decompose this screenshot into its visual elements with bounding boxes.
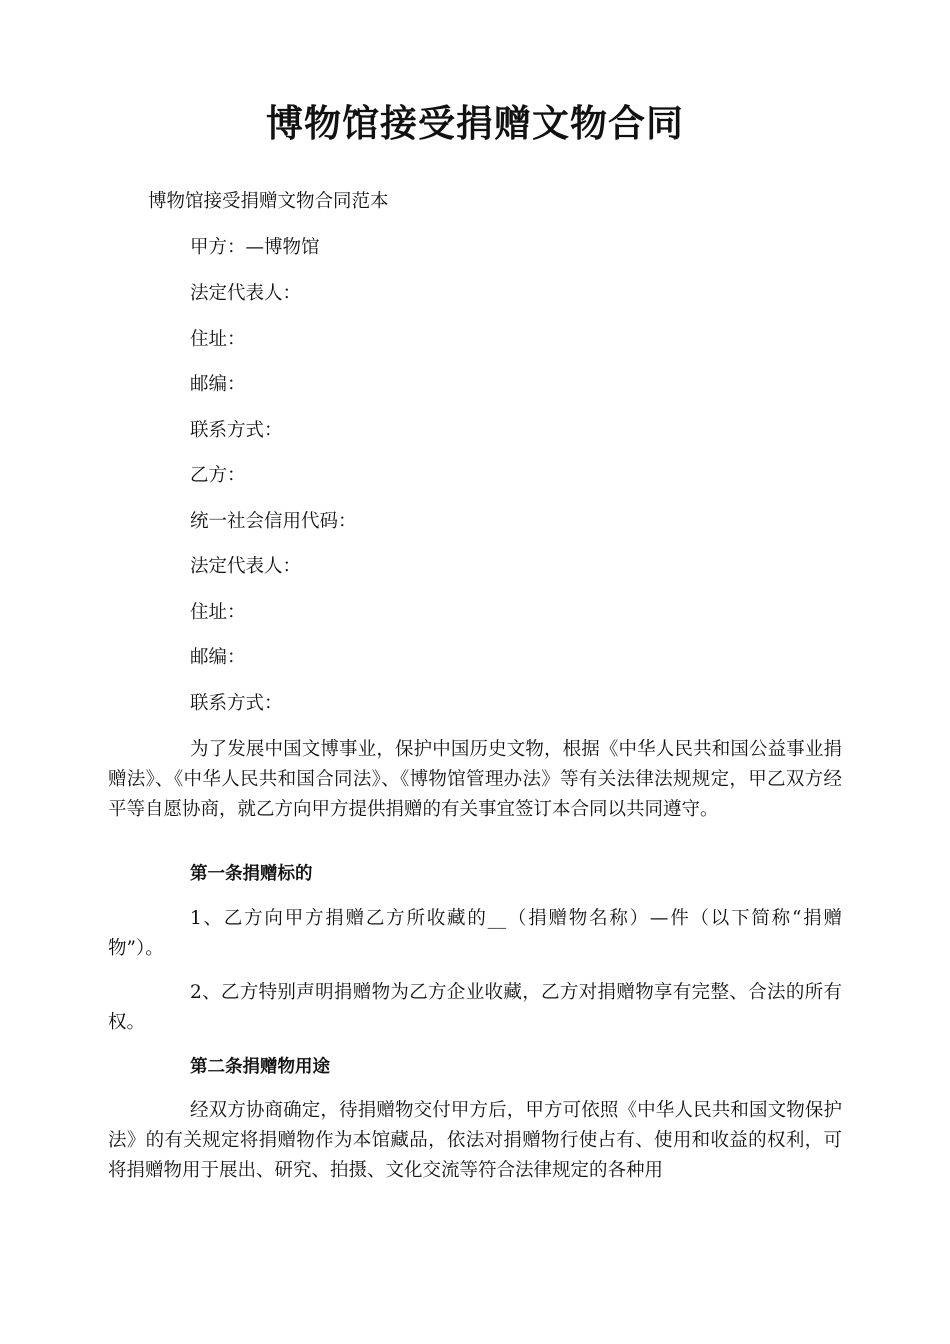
preamble-paragraph: 为了发展中国文博事业，保护中国历史文物，根据《中华人民共和国公益事业捐赠法》、《中华人民共和国合同法》、《博物馆管理办法》等有关法律法规规定，甲乙双方经平等自愿协商，就乙方向甲方提供捐赠的有关事宜签订本合同以共同遵守。 [108, 739, 842, 820]
document-title: 博物馆接受捐赠文物合同 [266, 102, 684, 145]
document-subtitle: 博物馆接受捐赠文物合同范本 [148, 191, 389, 212]
party-a-name: 甲方：—博物馆 [190, 237, 320, 258]
party-b-name: 乙方： [190, 465, 246, 486]
party-a-postcode: 邮编： [190, 374, 246, 395]
article-1-item-1: 1、乙方向甲方捐赠乙方所收藏的__（捐赠物名称）—件（以下简称“捐赠 物”）。 [108, 908, 842, 959]
article-1-item-2: 2、乙方特别声明捐赠物为乙方企业收藏，乙方对捐赠物享有完整、合法的所有权。 [108, 982, 842, 1033]
party-a-representative: 法定代表人： [190, 283, 302, 304]
party-b-representative: 法定代表人： [190, 556, 302, 577]
party-a-address: 住址： [190, 329, 246, 350]
party-b-postcode: 邮编： [190, 647, 246, 668]
party-a-contact: 联系方式： [190, 420, 283, 441]
article-2-heading: 第二条捐赠物用途 [190, 1057, 330, 1077]
article-1-heading: 第一条捐赠标的 [190, 864, 313, 884]
party-b-credit-code: 统一社会信用代码： [190, 511, 357, 532]
article-2-body: 经双方协商确定，待捐赠物交付甲方后，甲方可依照《中华人民共和国文物保护法》的有关规定将捐赠物作为本馆藏品，依法对捐赠物行使占有、使用和收益的权利，可将捐赠物用于展出、研究、拍摄、文化交流等符合法律规定的各种用 [108, 1100, 842, 1181]
party-b-contact: 联系方式： [190, 693, 283, 714]
party-b-address: 住址： [190, 602, 246, 623]
